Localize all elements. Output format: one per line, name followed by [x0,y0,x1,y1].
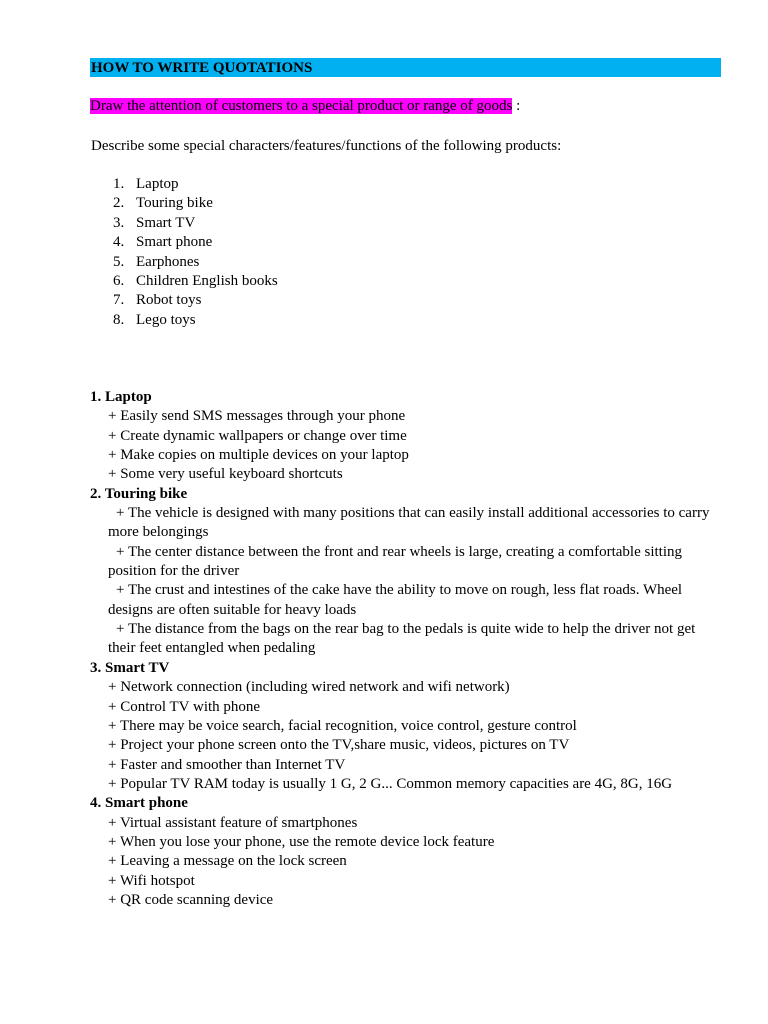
bullet-item: + Easily send SMS messages through your phone [108,408,406,425]
list-item-number: 5. [113,253,125,270]
bullet-item: + Create dynamic wallpapers or change over time [108,427,407,444]
list-item-label: Smart TV [136,214,196,231]
bullet-item: + Leaving a message on the lock screen [108,853,347,870]
list-item-label: Lego toys [136,311,196,328]
list-item-label: Earphones [136,253,200,270]
bullet-item: + QR code scanning device [108,891,274,908]
list-item-label: Children English books [136,272,278,289]
subtitle [90,97,520,116]
section-heading-touring-bike: 2. Touring bike [90,485,188,502]
bullet-item: + Some very useful keyboard shortcuts [108,466,343,483]
list-item-label: Touring bike [136,195,213,212]
section-heading-smart-phone: 4. Smart phone [90,795,188,812]
bullet-item: + Virtual assistant feature of smartphones [108,814,358,831]
list-item-number: 6. [113,272,125,289]
product-details [90,388,720,910]
bullet-item: + Wifi hotspot [108,872,195,889]
bullet-item: + When you lose your phone, use the remote device lock feature [108,833,495,850]
subtitle-suffix: : [512,98,521,114]
list-item-number: 1. [113,176,125,192]
list-item-number: 8. [113,311,125,328]
list-item-label: Laptop [136,176,179,192]
list-item-number: 3. [113,214,125,231]
list-item-label: Smart phone [136,234,213,251]
bullet-item: + The crust and intestines of the cake have the ability to move on rough, less flat roads. Wheel designs are often suitable for heavy loads [108,582,683,618]
subtitle-highlight: Draw the attention of customers to a special product or range of goods [90,98,513,114]
bullet-item: + Make copies on multiple devices on your laptop [108,447,409,464]
bullet-item: + The center distance between the front and rear wheels is large, creating a comfortable sitting position for the driver [108,543,683,580]
list-item-number: 2. [113,195,125,212]
bullet-item: + Popular TV RAM today is usually 1 G, 2 G... Common memory capacities are 4G, 8G, 16G [108,775,673,792]
bullet-item: + Project your phone screen onto the TV,share music, videos, pictures on TV [108,737,570,754]
intro-text: Describe some special characters/features/functions of the following products: [91,138,562,154]
section-heading-laptop: 1. Laptop [90,389,152,405]
bullet-item: + The distance from the bags on the rear bag to the pedals is quite wide to help the driver not get their feet entangled when pedaling [108,621,696,657]
section-heading-smart-tv: 3. Smart TV [90,659,170,676]
bullet-item: + Faster and smoother than Internet TV [108,756,346,773]
list-item-number: 7. [113,292,125,309]
page-title: HOW TO WRITE QUOTATIONS [91,60,313,76]
list-item-label: Robot toys [136,292,202,309]
bullet-item: + Control TV with phone [108,698,261,715]
list-item-number: 4. [113,234,125,251]
bullet-item: + The vehicle is designed with many positions that can easily install additional accessories to carry more belongings [108,505,710,541]
bullet-item: + There may be voice search, facial recognition, voice control, gesture control [108,717,577,734]
bullet-item: + Network connection (including wired network and wifi network) [108,679,510,696]
